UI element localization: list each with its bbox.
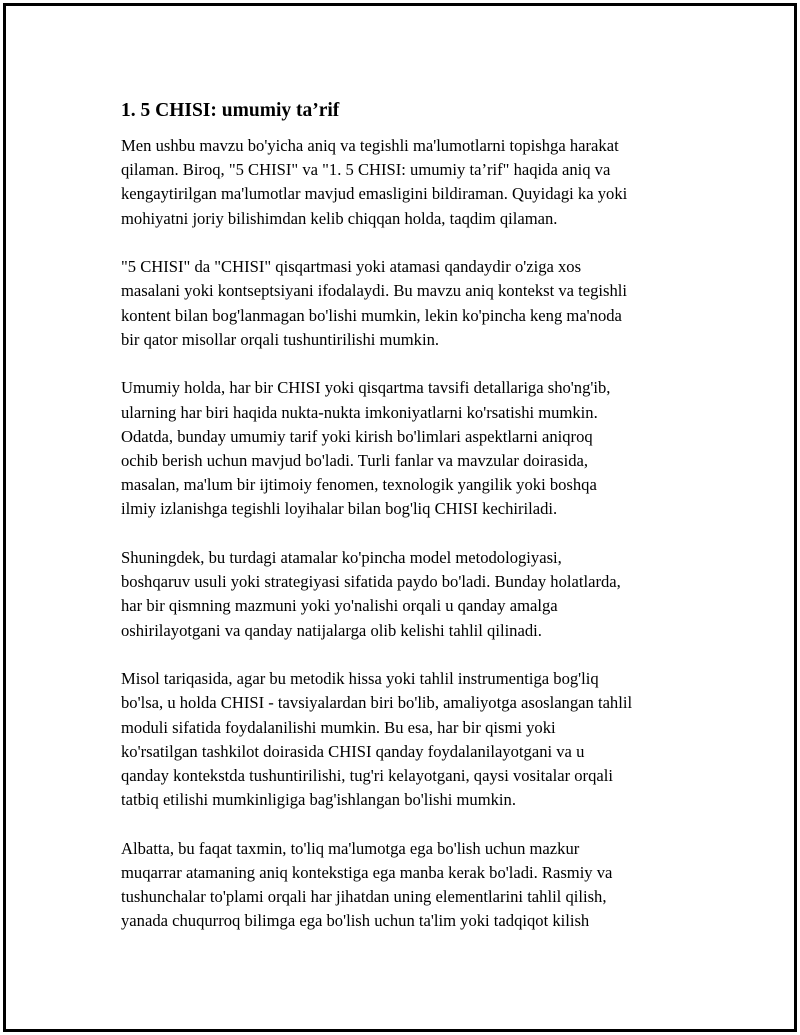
text-line: Albatta, bu faqat taxmin, to'liq ma'lumotga ega bo'lish uchun mazkur xyxy=(121,838,580,858)
text-line: Odatda, bunday umumiy tarif yoki kirish bo'limlari aspektlarni aniqroq xyxy=(121,426,593,446)
text-line: har bir qismning mazmuni yoki yo'nalishi orqali u qanday amalga xyxy=(121,596,558,616)
text-line: oshirilayotgani va qanday natijalarga olib kelishi tahlil qilinadi. xyxy=(121,620,542,640)
paragraph-3 xyxy=(121,376,701,521)
text-line: tatbiq etilishi mumkinligiga bag'ishlangan bo'lishi mumkin. xyxy=(121,790,516,810)
text-line: "5 CHISI" da "CHISI" qisqartmasi yoki atamasi qandaydir o'ziga xos xyxy=(121,257,582,277)
page-frame xyxy=(3,3,797,1032)
text-line: kengaytirilgan ma'lumotlar mavjud emasligini bildiraman. Quyidagi ka yoki xyxy=(121,184,628,204)
text-line: qanday kontekstda tushuntirilishi, tug'ri kelayotgani, qaysi vositalar orqali xyxy=(121,766,613,786)
paragraph-5 xyxy=(121,667,701,812)
document-title: 1. 5 CHISI: umumiy ta’rif xyxy=(121,100,340,121)
text-line: ko'rsatilgan tashkilot doirasida CHISI qanday foydalanilayotgani va u xyxy=(121,741,585,761)
paragraph-4 xyxy=(121,546,701,643)
paragraph-2 xyxy=(121,255,701,352)
text-line: boshqaruv usuli yoki strategiyasi sifatida paydo bo'ladi. Bunday holatlarda, xyxy=(121,572,621,592)
text-line: yanada chuqurroq bilimga ega bo'lish uchun ta'lim yoki tadqiqot kilish xyxy=(121,911,590,931)
text-line: kontent bilan bog'lanmagan bo'lishi mumkin, lekin ko'pincha keng ma'noda xyxy=(121,305,622,325)
text-line: Misol tariqasida, agar bu metodik hissa yoki tahlil instrumentiga bog'liq xyxy=(121,669,599,689)
text-line: mohiyatni joriy bilishimdan kelib chiqqan holda, taqdim qilaman. xyxy=(121,208,558,228)
text-line: bo'lsa, u holda CHISI - tavsiyalardan biri bo'lib, amaliyotga asoslangan tahlil xyxy=(121,693,633,713)
text-line: muqarrar atamaning aniq kontekstiga ega manba kerak bo'ladi. Rasmiy va xyxy=(121,863,613,883)
text-line: moduli sifatida foydalanilishi mumkin. Bu esa, har bir qismi yoki xyxy=(121,717,556,737)
paragraph-1 xyxy=(121,134,701,231)
text-line: ularning har biri haqida nukta-nukta imkoniyatlarni ko'rsatishi mumkin. xyxy=(121,402,598,422)
text-line: masalani yoki kontseptsiyani ifodalaydi. Bu mavzu aniq kontekst va tegishli xyxy=(121,281,628,301)
text-line: Men ushbu mavzu bo'yicha aniq va tegishli ma'lumotlarni topishga harakat xyxy=(121,136,619,155)
text-line: masalan, ma'lum bir ijtimoiy fenomen, texnologik yangilik yoki boshqa xyxy=(121,475,597,495)
text-line: qilaman. Biroq, "5 CHISI" va "1. 5 CHISI: umumiy ta’rif" haqida aniq va xyxy=(121,160,611,180)
text-line: tushunchalar to'plami orqali har jihatdan uning elementlarini tahlil qilish, xyxy=(121,887,607,907)
text-line: ilmiy izlanishga tegishli loyihalar bilan bog'liq CHISI kechiriladi. xyxy=(121,499,558,519)
text-line: ochib berish uchun mavjud bo'ladi. Turli fanlar va mavzular doirasida, xyxy=(121,451,589,471)
text-line: Umumiy holda, har bir CHISI yoki qisqartma tavsifi detallariga sho'ng'ib, xyxy=(121,378,611,398)
text-line: Shuningdek, bu turdagi atamalar ko'pincha model metodologiyasi, xyxy=(121,548,562,568)
document-body xyxy=(121,98,701,958)
paragraph-6 xyxy=(121,837,701,934)
text-line: bir qator misollar orqali tushuntirilishi mumkin. xyxy=(121,329,440,349)
